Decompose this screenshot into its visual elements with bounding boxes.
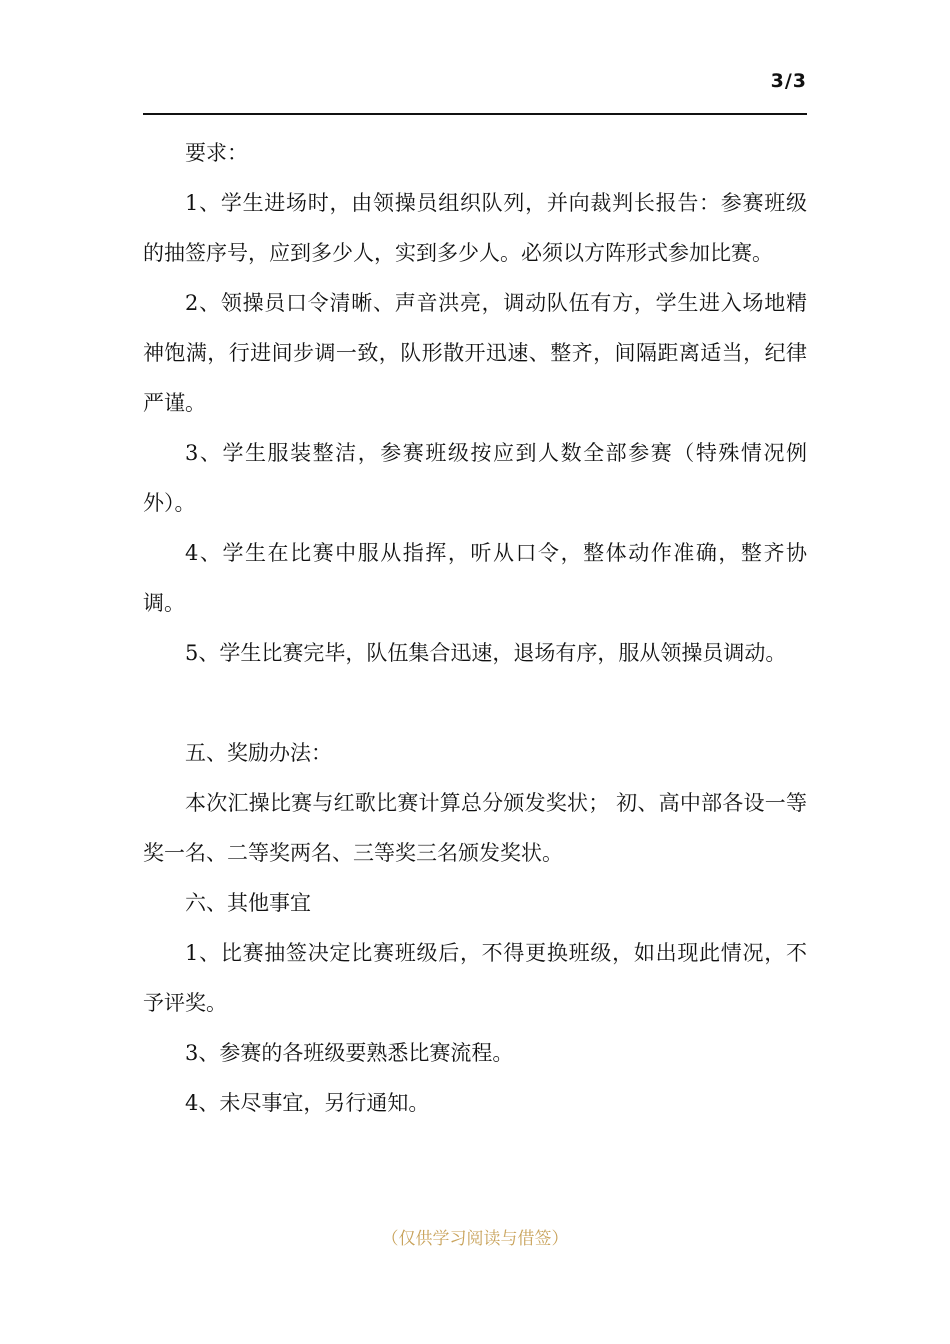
footer-note: （仅供学习阅读与借签） [381, 1229, 569, 1249]
other-matters-item-4: 4、未尽事宜，另行通知。 [185, 1091, 430, 1115]
document-body [143, 128, 807, 1128]
requirement-item-5: 5、学生比赛完毕，队伍集合迅速，退场有序，服从领操员调动。 [185, 641, 787, 665]
awards-text: 本次汇操比赛与红歌比赛计算总分颁发奖状； 初、高中部各设一等奖一名、二等奖两名、三等奖三名颁发奖状。 [143, 791, 807, 865]
requirement-item-4: 4、学生在比赛中服从指挥，听从口令，整体动作准确，整齐协调。 [143, 541, 807, 615]
requirement-item-1: 1、学生进场时，由领操员组织队列，并向裁判长报告：参赛班级的抽签序号，应到多少人，实到多少人。必须以方阵形式参加比赛。 [143, 191, 807, 265]
paragraph-spacer [143, 678, 807, 728]
requirement-item-3: 3、学生服装整洁，参赛班级按应到人数全部参赛（特殊情况例外）。 [143, 441, 807, 515]
other-matters-item-3: 3、参赛的各班级要熟悉比赛流程。 [185, 1041, 514, 1065]
other-matters-item-1: 1、比赛抽签决定比赛班级后，不得更换班级，如出现此情况，不予评奖。 [143, 941, 807, 1015]
other-matters-heading: 六、其他事宜 [185, 891, 311, 915]
page-number: 3/3 [770, 70, 807, 92]
requirements-heading: 要求： [185, 141, 248, 165]
awards-heading: 五、奖励办法： [185, 741, 332, 765]
requirement-item-2: 2、领操员口令清晰、声音洪亮，调动队伍有方，学生进入场地精神饱满，行进间步调一致，队形散开迅速、整齐，间隔距离适当，纪律严谨。 [143, 291, 807, 415]
header-divider [143, 113, 807, 115]
